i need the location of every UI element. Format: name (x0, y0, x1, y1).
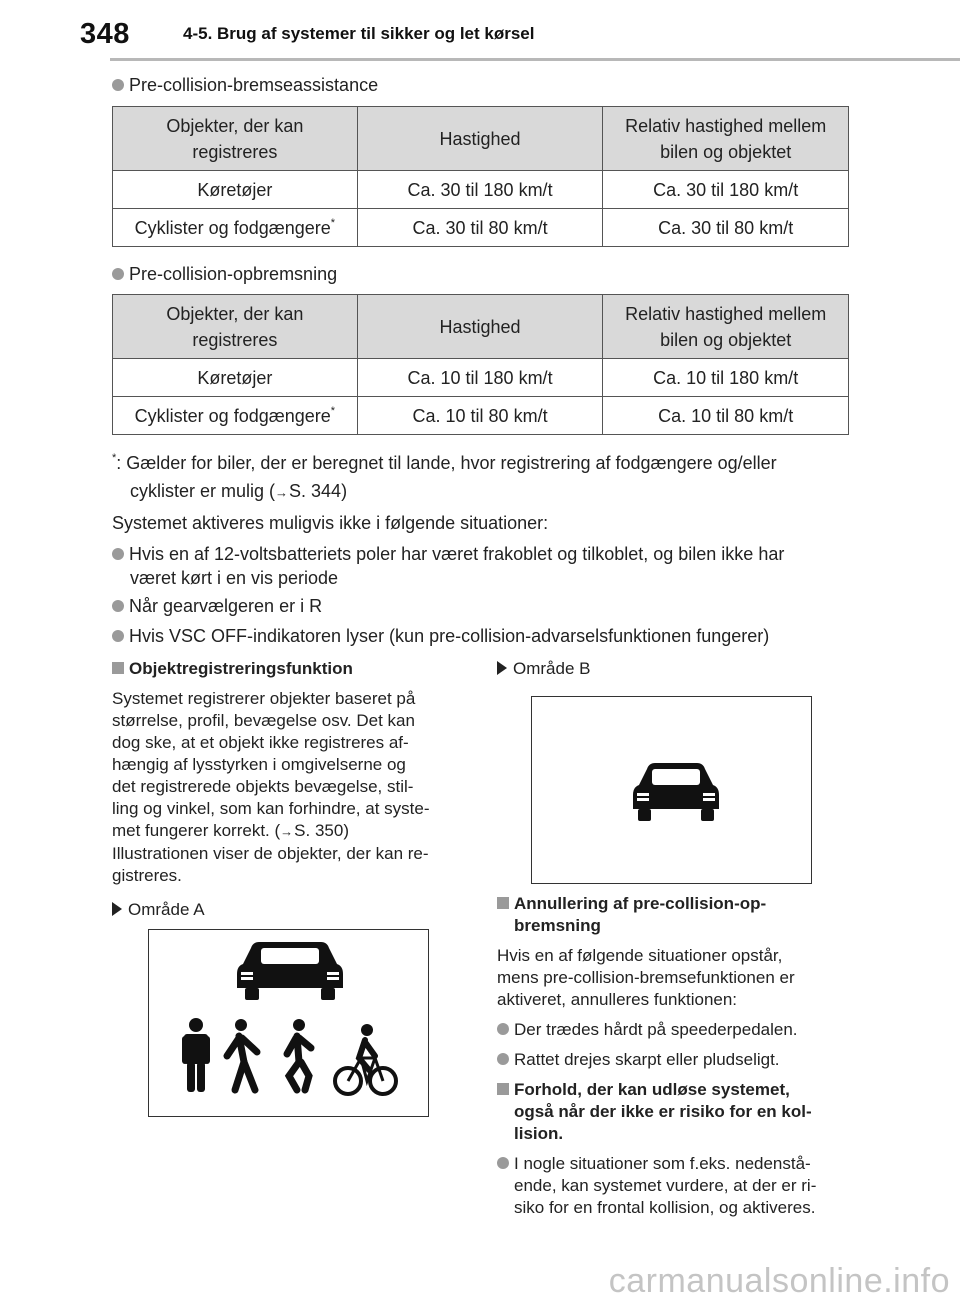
area-b-illustration (531, 696, 812, 884)
table-cell: Køretøjer (113, 359, 358, 397)
bullet-icon (497, 1053, 509, 1065)
arrow-right-icon: → (275, 485, 289, 500)
car-icon (633, 763, 719, 821)
column-header: Hastighed (357, 295, 603, 359)
table-cell: Ca. 30 til 80 km/t (357, 209, 603, 247)
bullet-icon (497, 1023, 509, 1035)
situation-item: Hvis en af 12-voltsbatteriets poler har været frakoblet og tilkoblet, og bilen ikke har været kørt i en vis periode (112, 542, 872, 590)
square-bullet-icon (497, 1083, 509, 1095)
triangle-bullet-icon (112, 902, 122, 916)
list-item: I nogle situationer som f.eks. nedenstå- ende, kan systemet vurdere, at der er ri- siko for en frontal kollision, og aktiveres. (497, 1153, 857, 1219)
bullet-icon (112, 548, 124, 560)
situation-item: Når gearvælgeren er i R (112, 594, 322, 618)
list-item: Rattet drejes skarpt eller pludseligt. (497, 1049, 857, 1071)
cancel-paragraph: Hvis en af følgende situationer opstår, mens pre-collision-bremsefunktionen er aktiveret, annulleres funktionen: (497, 946, 795, 1009)
table-cell: Ca. 30 til 180 km/t (357, 171, 603, 209)
area-a-illustration (148, 929, 429, 1117)
section-heading: Objektregistreringsfunktion (112, 658, 472, 680)
footnote-marker: * (112, 452, 117, 464)
arrow-right-icon: → (280, 824, 294, 839)
table-cell: Ca. 30 til 80 km/t (603, 209, 849, 247)
detection-section (112, 658, 472, 921)
square-bullet-icon (497, 897, 509, 909)
column-header: Objekter, der kan registreres (113, 107, 358, 171)
footnote-marker: * (330, 216, 336, 229)
cancel-section (497, 893, 857, 1219)
braking-title: Pre-collision-opbremsning (112, 263, 337, 286)
table-row (113, 397, 849, 435)
table-row (113, 209, 849, 247)
table-cell: Ca. 10 til 180 km/t (357, 359, 603, 397)
brake-assist-table (112, 106, 849, 247)
footnote: *: Gælder for biler, der er beregnet til lande, hvor registrering af fodgængere og/eller cyklister er mulig (→S. 344) (112, 451, 872, 505)
bullet-icon (112, 630, 124, 642)
page-number: 348 (80, 18, 130, 50)
car-icon (237, 942, 343, 1000)
pedestrian-running-icon (287, 1019, 311, 1090)
list-item: Der trædes hårdt på speederpedalen. (497, 1019, 857, 1041)
section-title: 4-5. Brug af systemer til sikker og let kørsel (183, 24, 535, 43)
bullet-icon (497, 1157, 509, 1169)
table-row (113, 171, 849, 209)
triangle-bullet-icon (497, 661, 507, 675)
page-reference-link[interactable]: S. 344 (289, 481, 342, 501)
section-heading: Annullering af pre-collision-op- bremsning (497, 893, 857, 937)
table-cell: Ca. 10 til 80 km/t (357, 397, 603, 435)
bullet-icon (112, 268, 124, 280)
page-reference-link[interactable]: S. 350 (294, 821, 344, 840)
column-header: Relativ hastighed mellem bilen og objektet (603, 107, 849, 171)
area-a-figure (149, 930, 428, 1116)
page-header (0, 0, 960, 64)
column-header: Hastighed (357, 107, 603, 171)
brake-assist-title: Pre-collision-bremseassistance (112, 74, 378, 97)
detection-paragraph: Systemet registrerer objekter baseret på størrelse, profil, bevægelse osv. Det kan dog ske, at et objekt ikke registreres af- hængig af lysstyrken i omgivelserne og det registrerede objekts bevægelse, stil- ling og vinkel, som kan forhindre, at syste- met fungerer korrekt. (→S. 350) Illustrationen viser de objekter, der kan re- gistreres. (112, 689, 430, 885)
header-divider (110, 58, 960, 61)
section-heading: Forhold, der kan udløse systemet, også når der ikke er risiko for en kol- lision. (497, 1079, 857, 1145)
area-b-figure (532, 697, 811, 883)
situation-item: Hvis VSC OFF-indikatoren lyser (kun pre-collision-advarselsfunktionen fungerer) (112, 624, 769, 648)
area-a-label: Område A (112, 899, 472, 921)
table-header-row (113, 107, 849, 171)
area-b-label: Område B (497, 658, 590, 680)
bullet-icon (112, 600, 124, 612)
square-bullet-icon (112, 662, 124, 674)
braking-table (112, 294, 849, 435)
intro-text: Systemet aktiveres muligvis ikke i følgende situationer: (112, 513, 549, 533)
table-cell: Cyklister og fodgængere* (113, 397, 358, 435)
table-cell: Køretøjer (113, 171, 358, 209)
table-cell: Ca. 10 til 80 km/t (603, 397, 849, 435)
column-header: Objekter, der kan registreres (113, 295, 358, 359)
column-header: Relativ hastighed mellem bilen og objektet (603, 295, 849, 359)
table-cell: Cyklister og fodgængere* (113, 209, 358, 247)
watermark: carmanualsonline.info (608, 1262, 950, 1300)
bullet-icon (112, 79, 124, 91)
footnote-marker: * (330, 404, 336, 417)
table-cell: Ca. 30 til 180 km/t (603, 171, 849, 209)
pedestrian-walking-icon (227, 1019, 257, 1090)
cyclist-icon (335, 1024, 396, 1094)
pedestrian-standing-icon (182, 1018, 210, 1092)
table-cell: Ca. 10 til 180 km/t (603, 359, 849, 397)
table-row (113, 359, 849, 397)
table-header-row (113, 295, 849, 359)
